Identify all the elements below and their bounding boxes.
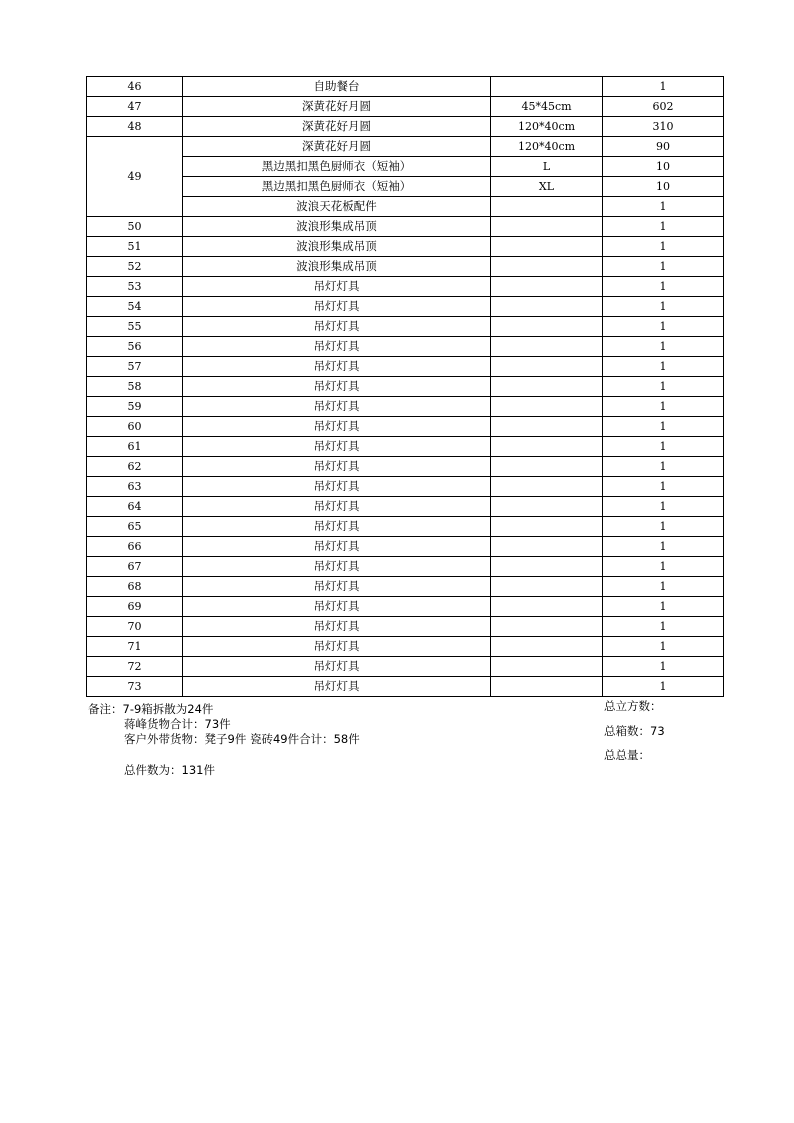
total-pieces: 总件数为：131件 [124, 763, 215, 777]
item-name: 吊灯灯具 [183, 577, 491, 597]
item-spec: L [491, 157, 603, 177]
item-spec [491, 277, 603, 297]
item-quantity: 1 [603, 377, 724, 397]
table-row [87, 157, 724, 177]
item-spec [491, 457, 603, 477]
item-name: 吊灯灯具 [183, 357, 491, 377]
row-number: 46 [87, 77, 183, 97]
row-number: 62 [87, 457, 183, 477]
row-number: 65 [87, 517, 183, 537]
total-boxes: 总箱数：73 [604, 724, 665, 738]
item-spec [491, 357, 603, 377]
item-name: 吊灯灯具 [183, 377, 491, 397]
item-spec [491, 257, 603, 277]
item-quantity: 1 [603, 617, 724, 637]
remark-label: 备注：7-9箱拆散为24件 [88, 702, 214, 716]
table-row [87, 77, 724, 97]
table-row [87, 617, 724, 637]
row-number: 48 [87, 117, 183, 137]
item-spec [491, 417, 603, 437]
item-quantity: 1 [603, 637, 724, 657]
item-quantity: 1 [603, 297, 724, 317]
row-number: 52 [87, 257, 183, 277]
total-weight-label: 总总量： [604, 748, 650, 762]
item-spec [491, 517, 603, 537]
table-row [87, 377, 724, 397]
item-spec [491, 617, 603, 637]
table-row [87, 337, 724, 357]
row-number: 58 [87, 377, 183, 397]
item-quantity: 602 [603, 97, 724, 117]
table-row [87, 637, 724, 657]
item-quantity: 1 [603, 337, 724, 357]
packing-list-table [86, 76, 724, 697]
table-row [87, 357, 724, 377]
table-row [87, 477, 724, 497]
row-number: 61 [87, 437, 183, 457]
item-quantity: 1 [603, 257, 724, 277]
item-spec [491, 197, 603, 217]
table-row [87, 497, 724, 517]
row-number: 71 [87, 637, 183, 657]
item-spec [491, 317, 603, 337]
item-name: 深黄花好月圆 [183, 97, 491, 117]
item-spec [491, 77, 603, 97]
total-volume-label: 总立方数： [604, 699, 662, 713]
table-row [87, 117, 724, 137]
item-quantity: 1 [603, 557, 724, 577]
item-spec [491, 597, 603, 617]
item-name: 深黄花好月圆 [183, 137, 491, 157]
table-row [87, 237, 724, 257]
subtotal-own-goods: 蒋峰货物合计：73件 [124, 717, 231, 731]
item-quantity: 1 [603, 277, 724, 297]
item-name: 吊灯灯具 [183, 637, 491, 657]
item-name: 吊灯灯具 [183, 417, 491, 437]
item-spec [491, 397, 603, 417]
item-quantity: 1 [603, 497, 724, 517]
item-quantity: 1 [603, 237, 724, 257]
item-spec [491, 577, 603, 597]
table-row [87, 297, 724, 317]
item-spec: XL [491, 177, 603, 197]
row-number: 47 [87, 97, 183, 117]
item-quantity: 90 [603, 137, 724, 157]
item-quantity: 1 [603, 437, 724, 457]
row-number: 63 [87, 477, 183, 497]
item-name: 吊灯灯具 [183, 397, 491, 417]
table-row [87, 277, 724, 297]
row-number: 51 [87, 237, 183, 257]
row-number: 69 [87, 597, 183, 617]
item-spec [491, 557, 603, 577]
row-number: 49 [87, 137, 183, 217]
row-number: 64 [87, 497, 183, 517]
item-name: 吊灯灯具 [183, 317, 491, 337]
item-name: 波浪形集成吊顶 [183, 237, 491, 257]
item-quantity: 1 [603, 477, 724, 497]
table-row [87, 537, 724, 557]
item-name: 吊灯灯具 [183, 677, 491, 697]
item-name: 吊灯灯具 [183, 297, 491, 317]
table-row [87, 317, 724, 337]
table-row [87, 217, 724, 237]
item-spec [491, 537, 603, 557]
item-name: 波浪形集成吊顶 [183, 257, 491, 277]
row-number: 73 [87, 677, 183, 697]
row-number: 56 [87, 337, 183, 357]
item-quantity: 1 [603, 657, 724, 677]
item-quantity: 1 [603, 217, 724, 237]
table-row [87, 517, 724, 537]
item-name: 吊灯灯具 [183, 477, 491, 497]
item-spec: 45*45cm [491, 97, 603, 117]
item-name: 波浪天花板配件 [183, 197, 491, 217]
item-name: 吊灯灯具 [183, 517, 491, 537]
item-spec [491, 657, 603, 677]
item-spec [491, 377, 603, 397]
item-quantity: 1 [603, 677, 724, 697]
row-number: 60 [87, 417, 183, 437]
item-quantity: 1 [603, 457, 724, 477]
item-name: 吊灯灯具 [183, 337, 491, 357]
table-row [87, 597, 724, 617]
row-number: 70 [87, 617, 183, 637]
item-name: 吊灯灯具 [183, 657, 491, 677]
item-name: 自助餐台 [183, 77, 491, 97]
subtotal-customer-goods: 客户外带货物：凳子9件 瓷砖49件合计：58件 [124, 732, 360, 746]
item-spec [491, 497, 603, 517]
item-name: 吊灯灯具 [183, 437, 491, 457]
table-row [87, 257, 724, 277]
table-row [87, 677, 724, 697]
table-row [87, 657, 724, 677]
item-name: 黑边黑扣黑色厨师衣（短袖） [183, 157, 491, 177]
item-name: 吊灯灯具 [183, 537, 491, 557]
table-row [87, 397, 724, 417]
row-number: 57 [87, 357, 183, 377]
item-name: 吊灯灯具 [183, 277, 491, 297]
item-spec [491, 217, 603, 237]
item-quantity: 1 [603, 397, 724, 417]
item-name: 深黄花好月圆 [183, 117, 491, 137]
table-row [87, 137, 724, 157]
item-quantity: 310 [603, 117, 724, 137]
table-row [87, 417, 724, 437]
item-quantity: 10 [603, 157, 724, 177]
table-row [87, 437, 724, 457]
packing-list-body [87, 77, 724, 697]
item-spec [491, 337, 603, 357]
item-quantity: 1 [603, 417, 724, 437]
item-name: 吊灯灯具 [183, 617, 491, 637]
table-row [87, 577, 724, 597]
item-spec [491, 297, 603, 317]
row-number: 66 [87, 537, 183, 557]
item-spec [491, 637, 603, 657]
item-spec [491, 237, 603, 257]
item-spec: 120*40cm [491, 137, 603, 157]
item-quantity: 1 [603, 577, 724, 597]
item-quantity: 1 [603, 77, 724, 97]
item-spec [491, 477, 603, 497]
row-number: 67 [87, 557, 183, 577]
item-quantity: 1 [603, 537, 724, 557]
row-number: 68 [87, 577, 183, 597]
item-name: 吊灯灯具 [183, 497, 491, 517]
item-quantity: 1 [603, 197, 724, 217]
item-name: 波浪形集成吊顶 [183, 217, 491, 237]
item-quantity: 1 [603, 357, 724, 377]
item-quantity: 1 [603, 317, 724, 337]
item-spec: 120*40cm [491, 117, 603, 137]
item-quantity: 10 [603, 177, 724, 197]
row-number: 54 [87, 297, 183, 317]
row-number: 72 [87, 657, 183, 677]
item-name: 吊灯灯具 [183, 457, 491, 477]
row-number: 53 [87, 277, 183, 297]
table-row [87, 97, 724, 117]
item-spec [491, 677, 603, 697]
item-quantity: 1 [603, 597, 724, 617]
row-number: 55 [87, 317, 183, 337]
table-row [87, 557, 724, 577]
item-name: 黑边黑扣黑色厨师衣（短袖） [183, 177, 491, 197]
row-number: 59 [87, 397, 183, 417]
table-row [87, 177, 724, 197]
item-spec [491, 437, 603, 457]
table-row [87, 457, 724, 477]
item-name: 吊灯灯具 [183, 557, 491, 577]
item-quantity: 1 [603, 517, 724, 537]
table-row [87, 197, 724, 217]
item-name: 吊灯灯具 [183, 597, 491, 617]
row-number: 50 [87, 217, 183, 237]
